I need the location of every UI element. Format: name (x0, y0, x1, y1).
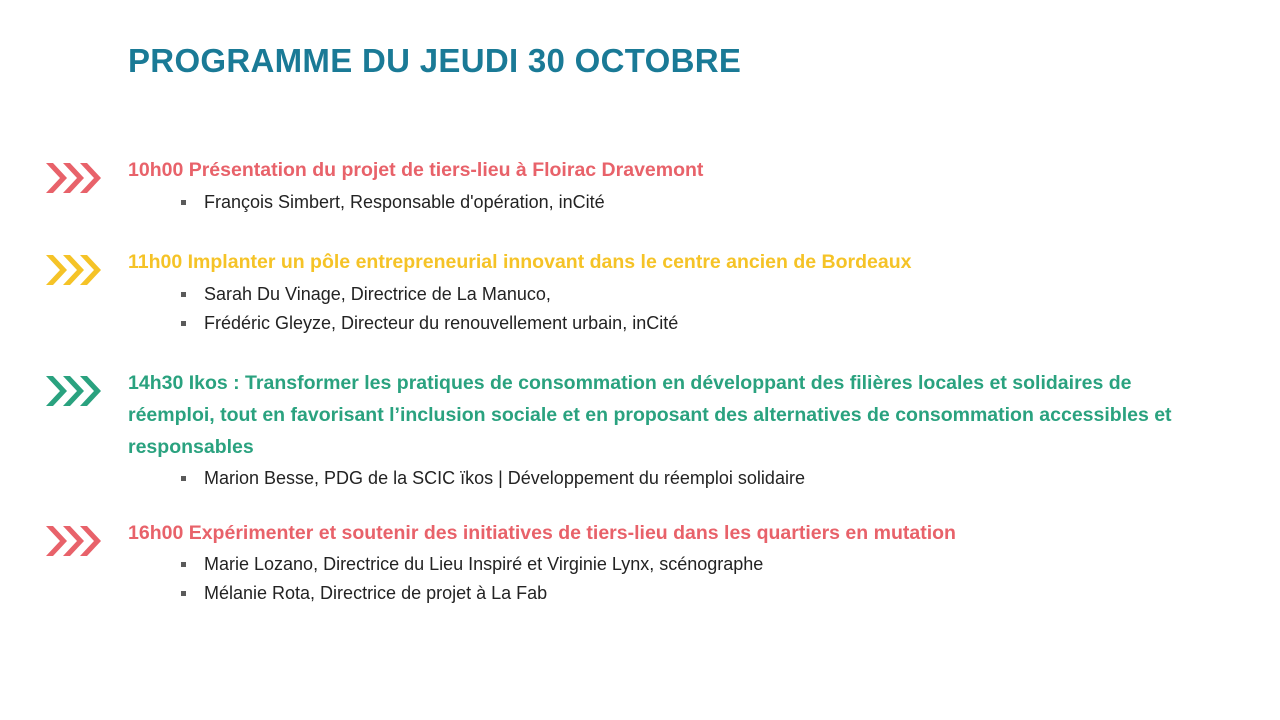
list-item (180, 280, 1220, 309)
speaker-list (128, 464, 1220, 493)
list-item (180, 188, 1220, 217)
speaker-label: Sarah Du Vinage, Directrice de La Manuco, (204, 283, 551, 304)
list-item (180, 579, 1220, 608)
speaker-list (128, 280, 1220, 338)
bullet-icon (181, 591, 186, 596)
speaker-label: François Simbert, Responsable d'opération, inCité (204, 191, 605, 212)
speaker-label: Marie Lozano, Directrice du Lieu Inspiré et Virginie Lynx, scénographe (204, 554, 764, 575)
agenda-entry (0, 518, 1280, 609)
bullet-icon (181, 292, 186, 297)
bullet-icon (181, 476, 186, 481)
list-item (180, 309, 1220, 338)
triple-chevron-icon (44, 253, 102, 287)
agenda-entry (0, 368, 1280, 494)
triple-chevron-icon (44, 374, 102, 408)
bullet-icon (181, 562, 186, 567)
agenda-entry-heading: 14h30 Ikos : Transformer les pratiques de consommation en développant des filières locales et solidaires de réemploi, tout en favorisant l’inclusion sociale et en proposant des alternatives de consommation accessibles et responsables (128, 372, 1172, 458)
bullet-icon (181, 321, 186, 326)
triple-chevron-icon (44, 524, 102, 558)
agenda-entry (0, 155, 1280, 217)
agenda-entry-heading: 10h00 Présentation du projet de tiers-lieu à Floirac Dravemont (128, 159, 704, 181)
speaker-label: Marion Besse, PDG de la SCIC ïkos | Développement du réemploi solidaire (204, 468, 805, 489)
list-item (180, 550, 1220, 579)
speaker-list (128, 188, 1220, 217)
speaker-label: Mélanie Rota, Directrice de projet à La Fab (204, 583, 548, 604)
bullet-icon (181, 200, 186, 205)
agenda-list (0, 155, 1280, 609)
triple-chevron-icon (44, 161, 102, 195)
agenda-entry-heading: 16h00 Expérimenter et soutenir des initiatives de tiers-lieu dans les quartiers en mutation (128, 521, 956, 544)
page-title: PROGRAMME DU JEUDI 30 OCTOBRE (128, 42, 742, 79)
agenda-entry (0, 247, 1280, 338)
speaker-list (128, 550, 1220, 608)
speaker-label: Frédéric Gleyze, Directeur du renouvellement urbain, inCité (204, 312, 679, 333)
list-item (180, 464, 1220, 493)
agenda-entry-heading: 11h00 Implanter un pôle entrepreneurial innovant dans le centre ancien de Bordeaux (128, 250, 912, 273)
